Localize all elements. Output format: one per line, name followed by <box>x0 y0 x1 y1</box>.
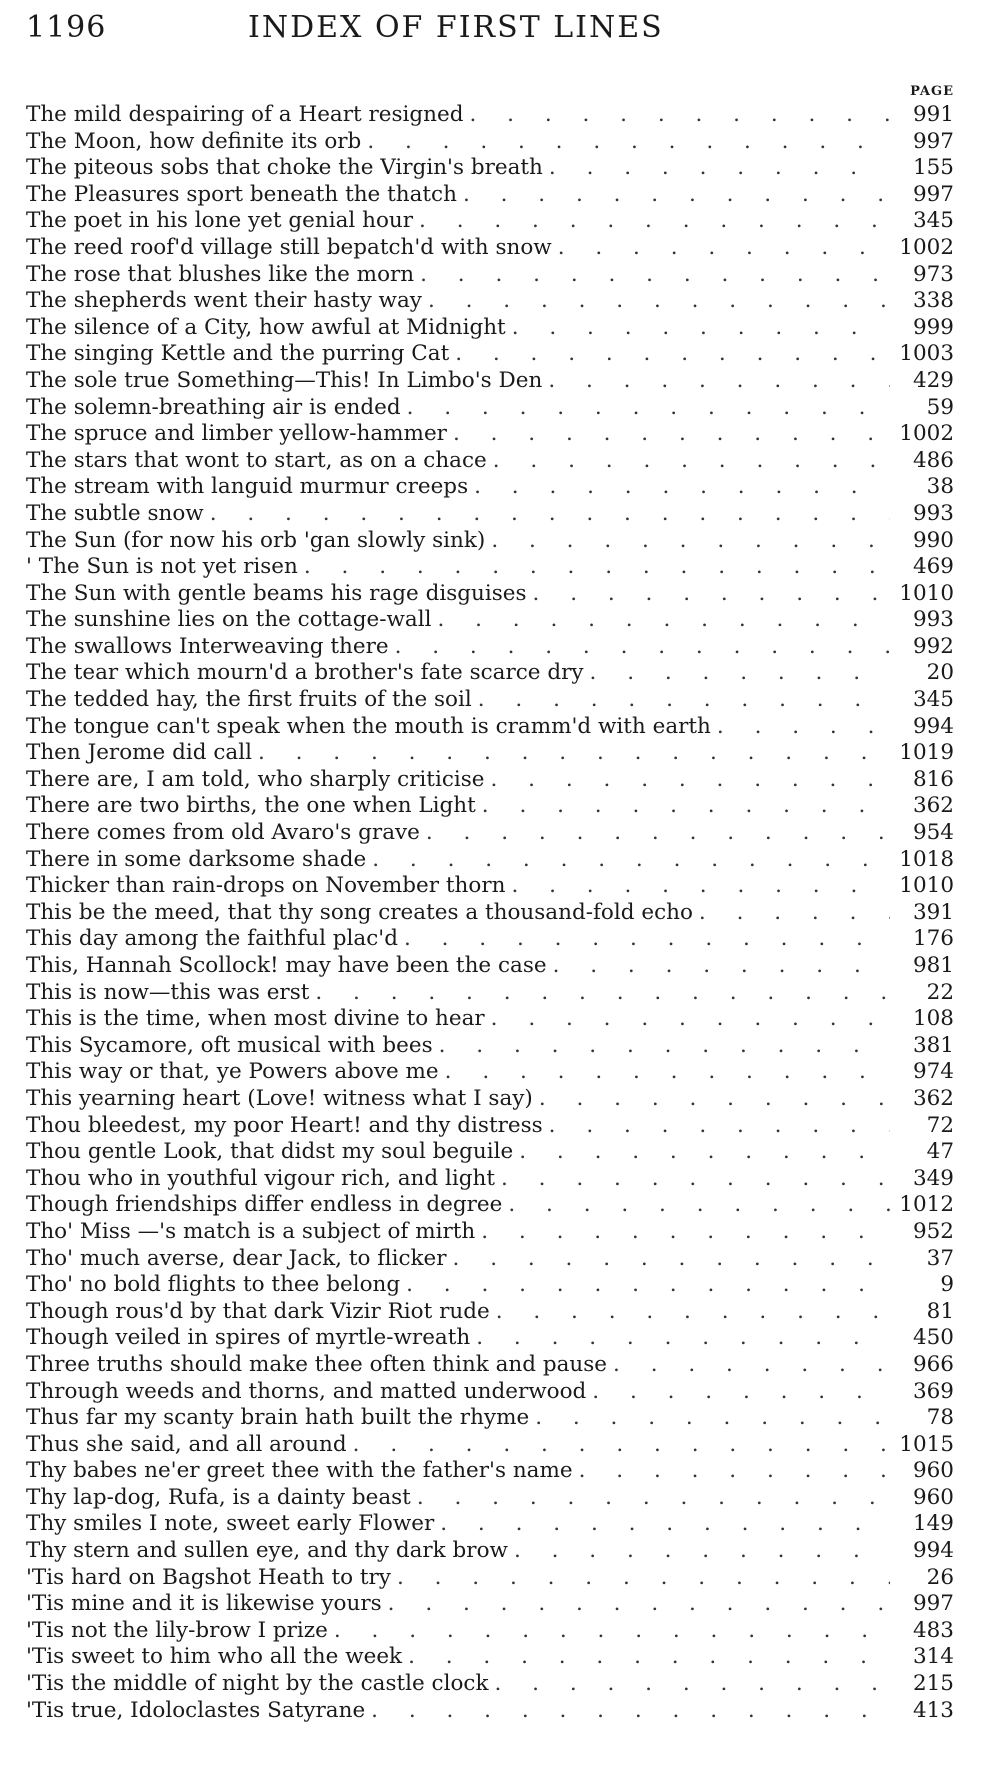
first-line-text: Though rous'd by that dark Vizir Riot rude <box>26 1299 496 1326</box>
index-entry <box>26 1565 954 1592</box>
page-reference: 483 <box>890 1618 954 1645</box>
first-line-text: ' The Sun is not yet risen <box>26 554 304 581</box>
dot-leader <box>539 1086 890 1113</box>
dot-leader <box>558 235 890 262</box>
page-reference: 450 <box>890 1325 954 1352</box>
index-entry <box>26 1485 954 1512</box>
first-line-text: This is the time, when most divine to hear <box>26 1006 491 1033</box>
first-line-text: Though friendships differ endless in degree <box>26 1192 508 1219</box>
index-entry <box>26 155 954 182</box>
dot-leader <box>419 208 890 235</box>
dot-leader <box>404 926 890 953</box>
page-reference: 816 <box>890 767 954 794</box>
page-reference: 1012 <box>890 1192 954 1219</box>
first-line-text: This is now—this was erst <box>26 980 315 1007</box>
index-entry <box>26 1086 954 1113</box>
index-entry <box>26 1379 954 1406</box>
first-line-text: The sunshine lies on the cottage-wall <box>26 607 437 634</box>
index-entry <box>26 607 954 634</box>
index-entry <box>26 1139 954 1166</box>
first-line-text: This yearning heart (Love! witness what I say) <box>26 1086 539 1113</box>
index-entry <box>26 1006 954 1033</box>
dot-leader <box>445 1059 890 1086</box>
page-reference: 81 <box>890 1299 954 1326</box>
first-line-text: The tongue can't speak when the mouth is cramm'd with earth <box>26 714 717 741</box>
index-entry <box>26 474 954 501</box>
first-line-text: Thou bleedest, my poor Heart! and thy distress <box>26 1113 549 1140</box>
index-entry <box>26 820 954 847</box>
first-line-text: Tho' much averse, dear Jack, to flicker <box>26 1246 453 1273</box>
first-line-text: The sole true Something—This! In Limbo's Den <box>26 368 548 395</box>
page-reference: 176 <box>890 926 954 953</box>
page-reference: 469 <box>890 554 954 581</box>
dot-leader <box>426 820 890 847</box>
page-reference: 314 <box>890 1644 954 1671</box>
first-line-text: The piteous sobs that choke the Virgin's breath <box>26 155 549 182</box>
first-line-text: 'Tis not the lily-brow I prize <box>26 1618 334 1645</box>
dot-leader <box>476 1325 890 1352</box>
dot-leader <box>592 1379 890 1406</box>
page-reference: 362 <box>890 793 954 820</box>
dot-leader <box>493 448 890 475</box>
first-line-text: The stream with languid murmur creeps <box>26 474 474 501</box>
first-line-text: The singing Kettle and the purring Cat <box>26 341 455 368</box>
page-reference: 960 <box>890 1458 954 1485</box>
index-entry <box>26 581 954 608</box>
index-entry <box>26 634 954 661</box>
dot-leader <box>315 980 890 1007</box>
page-reference: 9 <box>890 1272 954 1299</box>
page-reference: 1002 <box>890 421 954 448</box>
index-entry <box>26 1405 954 1432</box>
first-line-text: The Sun (for now his orb 'gan slowly sink) <box>26 528 491 555</box>
page-reference: 966 <box>890 1352 954 1379</box>
first-line-text: The rose that blushes like the morn <box>26 262 420 289</box>
dot-leader <box>496 1299 890 1326</box>
page-reference: 981 <box>890 953 954 980</box>
page-header <box>26 10 966 50</box>
first-line-text: The tedded hay, the first fruits of the soil <box>26 687 478 714</box>
first-line-text: The subtle snow <box>26 501 210 528</box>
page-reference: 38 <box>890 474 954 501</box>
page-reference: 215 <box>890 1671 954 1698</box>
first-line-text: The Sun with gentle beams his rage disguises <box>26 581 533 608</box>
page-reference: 993 <box>890 501 954 528</box>
dot-leader <box>453 421 890 448</box>
index-entry <box>26 1299 954 1326</box>
first-line-text: Thus far my scanty brain hath built the rhyme <box>26 1405 535 1432</box>
page-reference: 993 <box>890 607 954 634</box>
page-number: 1196 <box>26 10 107 45</box>
page-reference: 149 <box>890 1511 954 1538</box>
page-reference: 349 <box>890 1166 954 1193</box>
page-reference: 997 <box>890 129 954 156</box>
index-entry <box>26 740 954 767</box>
page-column-label: PAGE <box>910 84 954 99</box>
index-entry <box>26 1538 954 1565</box>
page-reference: 999 <box>890 315 954 342</box>
page-reference: 1003 <box>890 341 954 368</box>
dot-leader <box>590 660 890 687</box>
first-line-text: The mild despairing of a Heart resigned <box>26 102 470 129</box>
index-entry <box>26 421 954 448</box>
index-entry <box>26 1618 954 1645</box>
page-reference: 997 <box>890 182 954 209</box>
index-entry <box>26 1272 954 1299</box>
dot-leader <box>495 1671 891 1698</box>
first-line-text: The solemn-breathing air is ended <box>26 395 407 422</box>
first-line-text: Three truths should make thee often think and pause <box>26 1352 613 1379</box>
page-reference: 20 <box>890 660 954 687</box>
dot-leader <box>717 714 890 741</box>
index-entry <box>26 1192 954 1219</box>
index-entry <box>26 1113 954 1140</box>
page-reference: 994 <box>890 1538 954 1565</box>
index-entry <box>26 847 954 874</box>
dot-leader <box>549 1113 890 1140</box>
index-entry <box>26 368 954 395</box>
index-entry <box>26 129 954 156</box>
page-reference: 1018 <box>890 847 954 874</box>
dot-leader <box>258 740 890 767</box>
dot-leader <box>453 1246 890 1273</box>
first-line-text: 'Tis hard on Bagshot Heath to try <box>26 1565 397 1592</box>
index-entry <box>26 528 954 555</box>
first-line-text: This be the meed, that thy song creates a thousand-fold echo <box>26 900 699 927</box>
first-line-text: Though veiled in spires of myrtle-wreath <box>26 1325 476 1352</box>
page-reference: 391 <box>890 900 954 927</box>
dot-leader <box>533 581 890 608</box>
dot-leader <box>440 1511 890 1538</box>
first-line-text: Through weeds and thorns, and matted underwood <box>26 1379 592 1406</box>
page-reference: 990 <box>890 528 954 555</box>
dot-leader <box>491 528 890 555</box>
dot-leader <box>512 315 890 342</box>
dot-leader <box>470 102 891 129</box>
dot-leader <box>334 1618 890 1645</box>
page-title: INDEX OF FIRST LINES <box>248 10 664 45</box>
index-entry <box>26 687 954 714</box>
first-line-text: The swallows Interweaving there <box>26 634 395 661</box>
index-entry <box>26 448 954 475</box>
first-line-text: The Pleasures sport beneath the thatch <box>26 182 463 209</box>
first-line-text: 'Tis sweet to him who all the week <box>26 1644 408 1671</box>
dot-leader <box>491 767 890 794</box>
page-reference: 974 <box>890 1059 954 1086</box>
dot-leader <box>519 1139 890 1166</box>
dot-leader <box>491 1006 890 1033</box>
first-line-text: The poet in his lone yet genial hour <box>26 208 419 235</box>
dot-leader <box>579 1458 890 1485</box>
index-entry <box>26 395 954 422</box>
index-entry <box>26 1698 954 1725</box>
page-reference: 1002 <box>890 235 954 262</box>
first-line-text: Thus she said, and all around <box>26 1432 353 1459</box>
dot-leader <box>482 793 890 820</box>
page-reference: 345 <box>890 687 954 714</box>
dot-leader <box>511 873 890 900</box>
dot-leader <box>481 1219 890 1246</box>
page-reference: 37 <box>890 1246 954 1273</box>
index-entry <box>26 1644 954 1671</box>
first-line-text: Thy stern and sullen eye, and thy dark brow <box>26 1538 514 1565</box>
dot-leader <box>428 288 890 315</box>
first-line-text: Thy lap-dog, Rufa, is a dainty beast <box>26 1485 417 1512</box>
index-entry <box>26 315 954 342</box>
page-reference: 991 <box>890 102 954 129</box>
dot-leader <box>417 1485 890 1512</box>
dot-leader <box>549 155 890 182</box>
page-reference: 960 <box>890 1485 954 1512</box>
page-reference: 1019 <box>890 740 954 767</box>
dot-leader <box>514 1538 890 1565</box>
page-reference: 108 <box>890 1006 954 1033</box>
index-entry <box>26 235 954 262</box>
index-entry <box>26 767 954 794</box>
page-reference: 973 <box>890 262 954 289</box>
index-entry <box>26 900 954 927</box>
dot-leader <box>210 501 890 528</box>
dot-leader <box>395 634 890 661</box>
page-reference: 486 <box>890 448 954 475</box>
dot-leader <box>535 1405 890 1432</box>
page-reference: 26 <box>890 1565 954 1592</box>
page-reference: 78 <box>890 1405 954 1432</box>
dot-leader <box>548 368 890 395</box>
dot-leader <box>406 1272 890 1299</box>
index-entry <box>26 926 954 953</box>
page-reference: 954 <box>890 820 954 847</box>
first-line-text: The stars that wont to start, as on a chace <box>26 448 493 475</box>
page-reference: 59 <box>890 395 954 422</box>
dot-leader <box>508 1192 890 1219</box>
index-entry <box>26 1166 954 1193</box>
first-line-text: 'Tis mine and it is likewise yours <box>26 1591 388 1618</box>
page-reference: 345 <box>890 208 954 235</box>
index-entry <box>26 1246 954 1273</box>
first-line-text: The spruce and limber yellow-hammer <box>26 421 453 448</box>
first-line-text: 'Tis the middle of night by the castle clock <box>26 1671 495 1698</box>
index-entry <box>26 262 954 289</box>
dot-leader <box>455 341 890 368</box>
page-reference: 1010 <box>890 581 954 608</box>
dot-leader <box>439 1033 890 1060</box>
index-entry <box>26 1059 954 1086</box>
index-entry <box>26 182 954 209</box>
index-entry <box>26 1511 954 1538</box>
page-reference: 997 <box>890 1591 954 1618</box>
page-reference: 369 <box>890 1379 954 1406</box>
dot-leader <box>613 1352 890 1379</box>
first-line-text: Thou gentle Look, that didst my soul beguile <box>26 1139 519 1166</box>
page-reference: 1015 <box>890 1432 954 1459</box>
dot-leader <box>397 1565 890 1592</box>
first-line-text: 'Tis true, Idoloclastes Satyrane <box>26 1698 371 1725</box>
index-entry <box>26 953 954 980</box>
first-line-text: The silence of a City, how awful at Midnight <box>26 315 512 342</box>
index-entry <box>26 873 954 900</box>
dot-leader <box>437 607 890 634</box>
index-entry <box>26 1671 954 1698</box>
first-line-text: The tear which mourn'd a brother's fate scarce dry <box>26 660 590 687</box>
first-line-text: This, Hannah Scollock! may have been the case <box>26 953 553 980</box>
index-entry <box>26 1591 954 1618</box>
index-entry <box>26 288 954 315</box>
first-line-text: Thy babes ne'er greet thee with the father's name <box>26 1458 579 1485</box>
dot-leader <box>553 953 890 980</box>
first-line-text: This way or that, ye Powers above me <box>26 1059 445 1086</box>
index-entry <box>26 1352 954 1379</box>
index-entry <box>26 1219 954 1246</box>
dot-leader <box>501 1166 890 1193</box>
dot-leader <box>463 182 890 209</box>
page-reference: 381 <box>890 1033 954 1060</box>
index-entry <box>26 1033 954 1060</box>
dot-leader <box>407 395 890 422</box>
first-line-text: The reed roof'd village still bepatch'd with snow <box>26 235 558 262</box>
first-line-text: The Moon, how definite its orb <box>26 129 367 156</box>
dot-leader <box>371 1698 890 1725</box>
first-line-text: Thy smiles I note, sweet early Flower <box>26 1511 440 1538</box>
index-entry <box>26 102 954 129</box>
page-reference: 992 <box>890 634 954 661</box>
first-line-text: There are, I am told, who sharply criticise <box>26 767 491 794</box>
index-entry <box>26 980 954 1007</box>
page-reference: 362 <box>890 1086 954 1113</box>
dot-leader <box>304 554 890 581</box>
first-line-text: Tho' Miss —'s match is a subject of mirth <box>26 1219 481 1246</box>
first-line-text: The shepherds went their hasty way <box>26 288 428 315</box>
index-entry <box>26 1325 954 1352</box>
first-line-text: This day among the faithful plac'd <box>26 926 404 953</box>
first-line-text: This Sycamore, oft musical with bees <box>26 1033 439 1060</box>
index-entry <box>26 1432 954 1459</box>
first-line-text: Thicker than rain-drops on November thorn <box>26 873 511 900</box>
first-line-text: Tho' no bold flights to thee belong <box>26 1272 406 1299</box>
index-entry <box>26 554 954 581</box>
page-reference: 47 <box>890 1139 954 1166</box>
dot-leader <box>372 847 890 874</box>
index-entry <box>26 793 954 820</box>
page-reference: 72 <box>890 1113 954 1140</box>
page-reference: 155 <box>890 155 954 182</box>
dot-leader <box>353 1432 890 1459</box>
index-entry <box>26 341 954 368</box>
first-line-text: There are two births, the one when Light <box>26 793 482 820</box>
dot-leader <box>478 687 890 714</box>
page-reference: 952 <box>890 1219 954 1246</box>
dot-leader <box>474 474 890 501</box>
dot-leader <box>367 129 890 156</box>
page-reference: 429 <box>890 368 954 395</box>
first-line-text: There in some darksome shade <box>26 847 372 874</box>
dot-leader <box>408 1644 890 1671</box>
index-entry <box>26 660 954 687</box>
dot-leader <box>388 1591 890 1618</box>
page-reference: 994 <box>890 714 954 741</box>
page-reference: 1010 <box>890 873 954 900</box>
index-entry <box>26 1458 954 1485</box>
dot-leader <box>699 900 890 927</box>
first-line-text: There comes from old Avaro's grave <box>26 820 426 847</box>
page-reference: 413 <box>890 1698 954 1725</box>
first-lines-list <box>26 102 954 1724</box>
index-entry <box>26 501 954 528</box>
first-line-text: Thou who in youthful vigour rich, and light <box>26 1166 501 1193</box>
index-entry <box>26 714 954 741</box>
index-entry <box>26 208 954 235</box>
dot-leader <box>420 262 890 289</box>
page-reference: 338 <box>890 288 954 315</box>
page-reference: 22 <box>890 980 954 1007</box>
first-line-text: Then Jerome did call <box>26 740 258 767</box>
